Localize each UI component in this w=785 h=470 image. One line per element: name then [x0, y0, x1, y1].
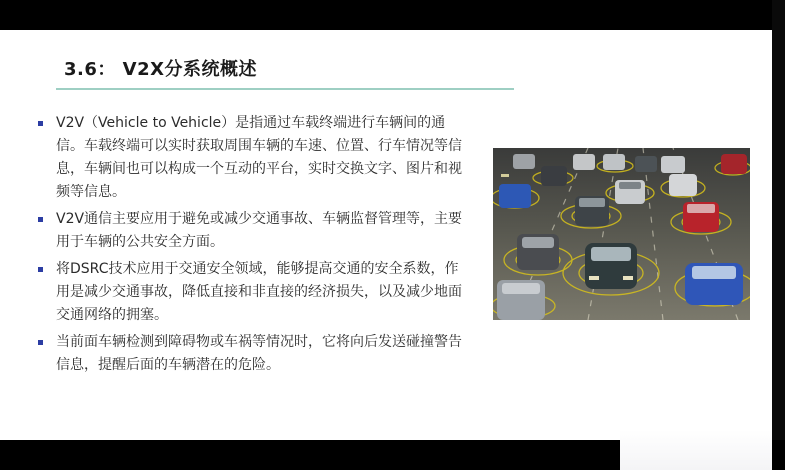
bullet-text: V2V（Vehicle to Vehicle）是指通过车载终端进行车辆间的通信。车载终端可以实时获取周围车辆的车速、位置、行车情况等信息，车辆间也可以构成一个互动的平台，实时交换文字、图片和视频等信息。 [56, 115, 462, 200]
bullet-square-icon [38, 121, 43, 126]
slide [0, 30, 772, 440]
bullet-square-icon [38, 340, 43, 345]
bottom-fade [620, 430, 772, 470]
bullet-text: 当前面车辆检测到障碍物或车祸等情况时，它将向后发送碰撞警告信息，提醒后面的车辆潜在的危险。 [56, 334, 462, 373]
bullet-item-v2v-definition [38, 112, 470, 204]
right-edge-strip [772, 0, 785, 440]
bullet-list [38, 112, 470, 381]
bullet-text: V2V通信主要应用于避免或减少交通事故、车辆监督管理等，主要用于车辆的公共安全方面。 [56, 211, 463, 250]
slide-title: 3.6： V2X分系统概述 [64, 59, 257, 80]
bullet-item-collision-warning [38, 331, 470, 377]
bullet-item-dsrc [38, 258, 470, 327]
bullet-text: 将DSRC技术应用于交通安全领域，能够提高交通的安全系数，作用是减少交通事故，降低直接和非直接的经济损失，以及减少地面交通网络的拥塞。 [56, 261, 462, 323]
v2v-traffic-photo [493, 148, 750, 320]
bullet-square-icon [38, 267, 43, 272]
title-underline [56, 88, 514, 90]
bullet-item-v2v-application [38, 208, 470, 254]
bullet-square-icon [38, 217, 43, 222]
